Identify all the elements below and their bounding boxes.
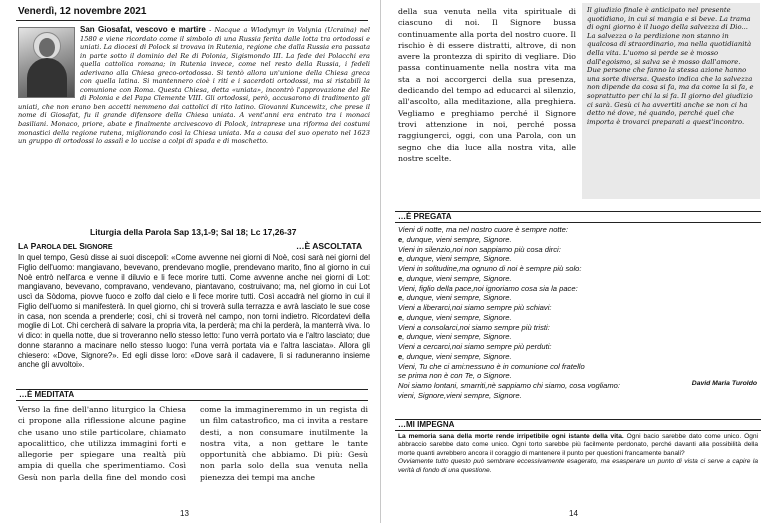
- parola-label: LA PAROLA DEL SIGNORE: [18, 241, 113, 251]
- poem-author: David Maria Turoldo: [691, 380, 757, 387]
- pregata-heading: …È PREGATA: [395, 211, 761, 223]
- poem-refrain-line: e, dunque, vieni sempre, Signore.: [398, 312, 512, 322]
- impegna-heading: …MI IMPEGNA: [395, 419, 761, 431]
- poem-verse-line: Vieni, figlio della pace,noi ignoriamo cosa sia la pace:: [398, 283, 578, 293]
- ascoltata-label: …È ASCOLTATA: [296, 241, 363, 251]
- poem-refrain-line: e, dunque, vieni sempre, Signore.: [398, 234, 512, 244]
- left-page: [0, 0, 381, 523]
- saint-biography: [18, 26, 370, 146]
- poem-verse-line: Vieni in silenzio,noi non sappiamo più cosa dirci:: [398, 244, 561, 254]
- poem-verse-line: Vieni in solitudine,ma ognuno di noi è sempre più solo:: [398, 264, 582, 273]
- impegna-text: [398, 433, 758, 475]
- gospel-text: In quel tempo, Gesù disse ai suoi discepoli: «Come avvenne nei giorni di Noè, così sarà nei giorni del Figlio dell'uomo: mangiavano, bevevano, prendevano moglie, prendevano marito, fino al giorno in cui Noè entrò nell'arca e venne il diluvio e li fece morire tutti. Come avvenne anche nei giorni di Lot: mangiavano, bevevano, compravano, vendevano, piantavano, costruivano; ma, nel giorno in cui Lot uscì da Sòdoma, piovve fuoco e zolfo dal cielo e li fece morire tutti. Così accadrà nel giorno in cui il Figlio dell'uomo si manifesterà. In quel giorno, chi si troverà sulla terrazza e avrà lasciato le sue cose in casa, non scenda a prenderle; così, chi si troverà nel campo, non torni indietro. Ricordatevi della moglie di Lot. Chi cercherà di salvare la propria vita, la perderà; ma chi la perderà, la manterrà viva. Io vi dico: in quella notte, due si troveranno nello stesso letto: l'uno verrà portato via e l'altro lasciato; due donne staranno a macinare nello stesso luogo: l'una verrà portata via e l'altra lasciata». Allora gli chiesero: «Dove, Signore?». Ed egli disse loro: «Dove sarà il cadavere, lì si raduneranno insieme anche gli avvoltoi».: [18, 253, 370, 370]
- saint-title: San Giosafat, vescovo e martire: [80, 25, 206, 34]
- reflection-box: Il giudizio finale è anticipato nel presente quotidiano, in cui si mangia e si beve. La trama di ogni giorno è il luogo della salvezza di Dio... La salvezza o la perdizione non stanno in qualcosa di straordinario, ma nella quotidianità della vita. L'uomo si perde se è mosso dall'egoismo, si salva se è mosso dall'amore. Due persone che fanno la stessa azione hanno una sorte diversa. Questo indica che la salvezza non dipende da cosa si fa, ma da come la si fa, e soprattutto per chi la si fa. Il giorno del giudizio ci sarà. Gesù ci ha avvertiti anche se non ci ha detto né dove, né quando, perché quel che importa è trovarci preparati a quest'incontro.: [582, 3, 760, 199]
- poem-refrain-line: e, dunque, vieni sempre, Signore.: [398, 273, 512, 283]
- page-number-right: 14: [569, 509, 578, 518]
- poem-verse-line: Vieni a liberarci,noi siamo sempre più schiavi:: [398, 303, 552, 312]
- poem-refrain-line: e, dunque, vieni sempre, Signore.: [398, 351, 512, 361]
- meditata-text: Verso la fine dell'anno liturgico la Chiesa ci propone alla riflessione alcune pagine che usano uno stile particolare, chiamato apocalittico, che utilizza immagini forti e allegorie per spiegare una realtà più ampia di quella che sperimentiamo. Così Gesù non parla della fine del mondo così come la immagineremmo in un regista di un film catastrofico, ma ci invita a restare desti, a non consumare inutilmente la nostra vita, a non gettare le tante opportunità che abbiamo. Di più: Gesù non parla solo della sua venuta nella pienezza dei tempi ma anche: [18, 405, 368, 482]
- page-number-left: 13: [180, 509, 189, 518]
- impegna-body: Ogni bacio sarebbe dato come unico. Ogni abbraccio sarebbe dato come unico. Ogni torto sarebbe più facilmente perdonato, perché davanti alla possibilità della morte quanti avrebbero ancora il coraggio di mantenere il punto per questioni francamente banali?: [398, 433, 758, 457]
- prayer-poem: [398, 225, 760, 401]
- page-date: Venerdì, 12 novembre 2021: [18, 6, 147, 17]
- poem-verse-line: vieni, Signore,vieni sempre, Signore.: [398, 390, 522, 400]
- right-page: [383, 0, 765, 523]
- poem-verse-line: Vieni di notte, ma nel nostro cuore è sempre notte:: [398, 225, 568, 234]
- poem-verse-line: se prima non è con Te, o Signore.: [398, 371, 512, 381]
- impegna-italic: Ovviamente tutto questo può sembrare eccessivamente esagerato, ma esasperare un punto di vista ci serve a capire la verità di fondo di una questione.: [398, 458, 758, 474]
- poem-verse-line: Noi siamo lontani, smarriti,nè sappiamo chi siamo, cosa vogliamo:: [398, 381, 620, 390]
- saint-bio-text: - Nacque a Wlodymyr in Volynia (Ucraina) nel 1580 e viene ricordato come il simbolo di una Russia ferita dalle lotta tra ortodossi e uniati. La diocesi di Polock si trovava in Rutenia, regione che dalla Russia era passata in parte sotto il dominio del Re di Polonia, Sigismondo III. La fede dei Polacchi era quella cattolica romana; in Rutenia invece, come nel resto della Russia, i fedeli aderivano alla Chiesa greco-ortodossa. Si tentò allora un'unione della Chiesa greca con quella latina. Si mantennero cioè i riti e i sacerdoti ortodossi, ma si ristabilì la comunione con Roma. Questa Chiesa, detta «uniata», incontrò l'approvazione del Re di Polonia e del Papa Clemente VIII. Gli ortodossi, però, accusarono di tradimento gli uniati, che non erano ben accetti nemmeno dai cattolici di rito latino. Giovanni Kuncewitz, che prese il nome di Giosafat, fu il grande difensore della Chiesa uniata. A vent'anni era entrato tra i monaci basiliani. Monaco, priore, abate e finalmente arcivescovo di Polock, intraprese una riforma dei costumi monastici della regione rutena, migliorando così la Chiesa uniata. Ma a causa del suo operato nel 1623 un gruppo di ortodossi lo assalì e lo uccise a colpi di spada e di moschetto.: [18, 26, 370, 146]
- poem-verse-line: Vieni a consolarci,noi siamo sempre più tristi:: [398, 322, 550, 332]
- header-rule: [16, 20, 368, 21]
- poem-verse-line: Vieni, Tu che ci ami:nessuno è in comunione col fratello: [398, 361, 585, 371]
- poem-refrain-line: e, dunque, vieni sempre, Signore.: [398, 293, 512, 303]
- poem-verse-line: Vieni a cercarci,noi siamo sempre più perduti:: [398, 342, 552, 351]
- meditata-continued-text: della sua venuta nella vita spirituale di ciascuno di noi. Il Signore bussa continuamente alla porta del nostro cuore. Il rischio è di essere distratti, altrove, di non avere la prontezza di spirito di vegliare. Dio passa continuamente nella nostra vita ma sta a noi accorgerci della sua presenza, dedicando del tempo ad educarci al silenzio, all'ascolto, alla meditazione, alla preghiera. Vegliamo e preghiamo perché il Signore trovi attenzione in noi, perché possa raggiungerci, oggi, con una Parola, con un segno che dia luce alla nostra vita, alle nostre scelte.: [398, 7, 576, 163]
- impegna-lead: La memoria sana della morte rende irripetibile ogni istante della vita.: [398, 433, 624, 440]
- liturgy-readings: Liturgia della Parola Sap 13,1-9; Sal 18; Lc 17,26-37: [90, 227, 297, 237]
- meditata-heading: …È MEDITATA: [16, 389, 368, 401]
- poem-refrain-line: e, dunque, vieni sempre, Signore.: [398, 332, 512, 342]
- poem-refrain-line: e, dunque, vieni sempre, Signore.: [398, 254, 512, 264]
